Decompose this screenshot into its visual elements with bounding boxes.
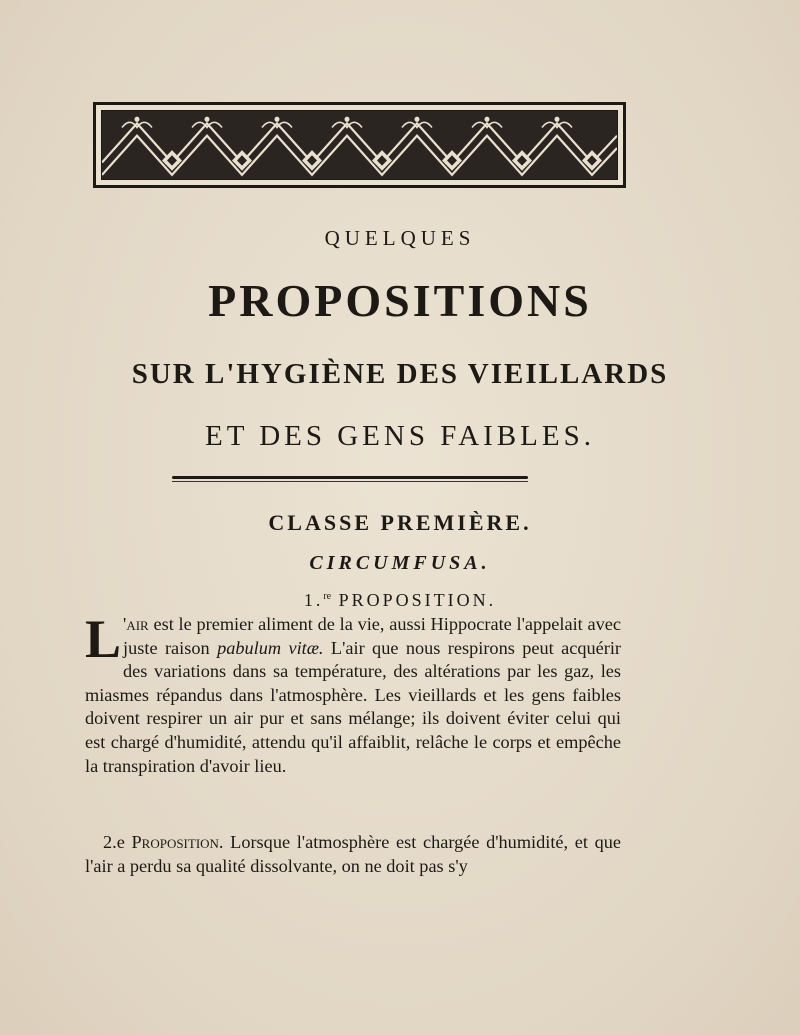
title-line-2: PROPOSITIONS bbox=[208, 275, 592, 326]
ornament-band bbox=[93, 102, 626, 188]
title-line-4: ET DES GENS FAIBLES. bbox=[205, 420, 595, 452]
section-heading: CLASSE PREMIÈRE. bbox=[268, 510, 532, 535]
smallcaps-lead: 'air bbox=[123, 614, 149, 634]
proposition-2-label: Proposition. bbox=[131, 832, 224, 852]
decorative-border-ornament-icon bbox=[101, 110, 618, 180]
proposition-number: 1. bbox=[303, 590, 324, 610]
section-subheading: CIRCUMFUSA. bbox=[309, 552, 491, 574]
paragraph-1-text-b: L'air que nous respirons peut acquérir des variations dans sa température, des altérations par les gaz, les miasmes répandus dans l'atmosphère. Les vieillards et les gens faibles doivent respirer un air pur et sans mélange; ils doivent éviter celui qui est chargé d'humidité, attendu qu'il affaiblit, relâche le corps et empêche la transpiration d'avoir lieu. bbox=[85, 637, 621, 776]
title-line-3: SUR L'HYGIÈNE DES VIEILLARDS bbox=[131, 358, 669, 390]
divider-rule-thin bbox=[172, 481, 528, 482]
drop-capital: L bbox=[85, 609, 122, 669]
paragraph-2 bbox=[85, 831, 621, 878]
paragraph-1-text-a: est le premier aliment de la vie, aussi Hippocrate l'appelait avec juste raison bbox=[123, 614, 621, 658]
proposition-2-number: 2.e bbox=[103, 832, 125, 852]
paragraph-2-text: Lorsque l'atmosphère est chargée d'humidité, et que l'air a perdu sa qualité dissolvante, on ne doit pas s'y bbox=[85, 832, 621, 876]
divider-rule bbox=[172, 476, 528, 479]
proposition-1-heading bbox=[0, 590, 800, 611]
paragraph-1 bbox=[85, 609, 621, 778]
latin-phrase: pabulum vitæ. bbox=[217, 637, 324, 658]
title-line-1: QUELQUES bbox=[324, 226, 476, 250]
proposition-ordinal: re bbox=[323, 591, 332, 602]
proposition-label: PROPOSITION. bbox=[331, 590, 497, 610]
